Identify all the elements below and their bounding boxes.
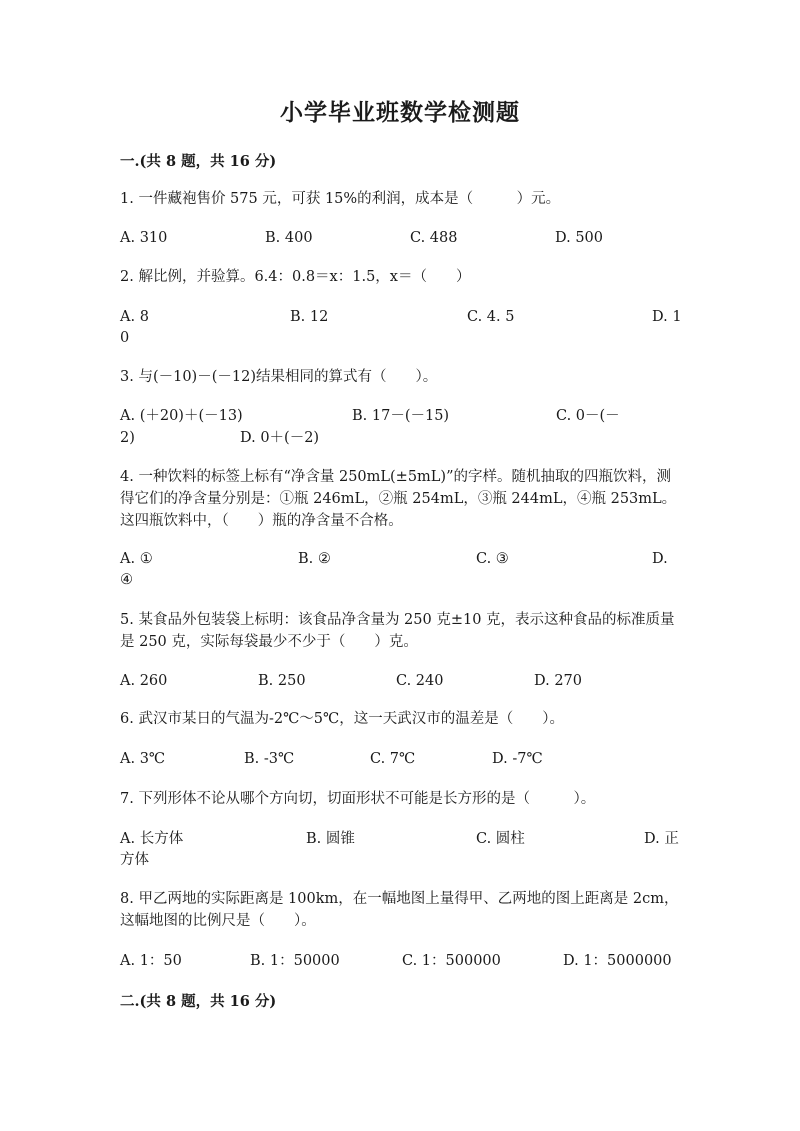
question-1: 1. 一件藏袍售价 575 元，可获 15%的利润，成本是（ ）元。 [120, 191, 561, 207]
q2-option-wrap: 0 [120, 330, 130, 346]
q1-option-d[interactable]: D. 500 [555, 230, 604, 246]
q3-option-a[interactable]: A. (＋20)＋(－13) [120, 408, 243, 424]
q6-option-a[interactable]: A. 3℃ [120, 751, 166, 767]
q7-option-b[interactable]: B. 圆锥 [306, 831, 355, 847]
question-5: 5. 某食品外包装袋上标明：该食品净含量为 250 克±10 克，表示这种食品的标准质量是 250 克，实际每袋最少不少于（ ）克。 [120, 612, 675, 650]
q3-option-b[interactable]: B. 17－(－15) [352, 408, 450, 424]
q4-option-wrap: ④ [120, 572, 133, 588]
question-6: 6. 武汉市某日的气温为-2℃～5℃，这一天武汉市的温差是（ ）。 [120, 711, 564, 727]
q5-option-c[interactable]: C. 240 [396, 673, 444, 689]
q5-option-b[interactable]: B. 250 [258, 673, 306, 689]
q4-option-b[interactable]: B. ② [298, 551, 331, 567]
q5-option-d[interactable]: D. 270 [534, 673, 583, 689]
q1-option-c[interactable]: C. 488 [410, 230, 458, 246]
q8-option-a[interactable]: A. 1：50 [120, 953, 182, 969]
q8-option-b[interactable]: B. 1：50000 [250, 953, 340, 969]
section-heading-2: 二.(共 8 题，共 16 分) [120, 993, 277, 1010]
q4-option-a[interactable]: A. ① [120, 551, 153, 567]
q4-option-d[interactable]: D. [652, 551, 668, 567]
q1-option-a[interactable]: A. 310 [120, 230, 168, 246]
question-2: 2. 解比例，并验算。6.4：0.8＝x：1.5，x＝（ ） [120, 269, 471, 285]
q8-option-c[interactable]: C. 1：500000 [402, 953, 501, 969]
question-8: 8. 甲乙两地的实际距离是 100km，在一幅地图上量得甲、乙两地的图上距离是 2cm，这幅地图的比例尺是（ ）。 [120, 891, 679, 929]
section-heading-1: 一.(共 8 题，共 16 分) [120, 153, 277, 170]
q1-option-b[interactable]: B. 400 [265, 230, 313, 246]
q3-option-wrap: 2) [120, 430, 135, 446]
q6-option-d[interactable]: D. -7℃ [492, 751, 543, 767]
question-4: 4. 一种饮料的标签上标有“净含量 250mL(±5mL)”的字样。随机抽取的四瓶饮料，测得它们的净含量分别是：①瓶 246mL，②瓶 254mL，③瓶 244mL，④瓶 253mL。这四瓶饮料中，（ ）瓶的净含量不合格。 [120, 469, 677, 529]
q7-option-a[interactable]: A. 长方体 [120, 831, 184, 847]
q7-option-wrap: 方体 [120, 852, 149, 868]
page-title: 小学毕业班数学检测题 [280, 99, 520, 126]
q4-option-c[interactable]: C. ③ [476, 551, 509, 567]
q2-option-c[interactable]: C. 4. 5 [467, 309, 515, 325]
q3-option-c[interactable]: C. 0－(－ [556, 408, 620, 424]
q3-option-d[interactable]: D. 0＋(－2) [240, 430, 320, 446]
q5-option-a[interactable]: A. 260 [120, 673, 168, 689]
q2-option-b[interactable]: B. 12 [290, 309, 329, 325]
q6-option-b[interactable]: B. -3℃ [244, 751, 295, 767]
q8-option-d[interactable]: D. 1：5000000 [563, 953, 672, 969]
q7-option-d[interactable]: D. 正 [644, 831, 679, 847]
q2-option-a[interactable]: A. 8 [120, 309, 149, 325]
question-3: 3. 与(－10)－(－12)结果相同的算式有（ ）。 [120, 369, 438, 385]
q6-option-c[interactable]: C. 7℃ [370, 751, 416, 767]
q2-option-d[interactable]: D. 1 [652, 309, 682, 325]
q7-option-c[interactable]: C. 圆柱 [476, 831, 525, 847]
question-7: 7. 下列形体不论从哪个方向切，切面形状不可能是长方形的是（ ）。 [120, 791, 596, 807]
